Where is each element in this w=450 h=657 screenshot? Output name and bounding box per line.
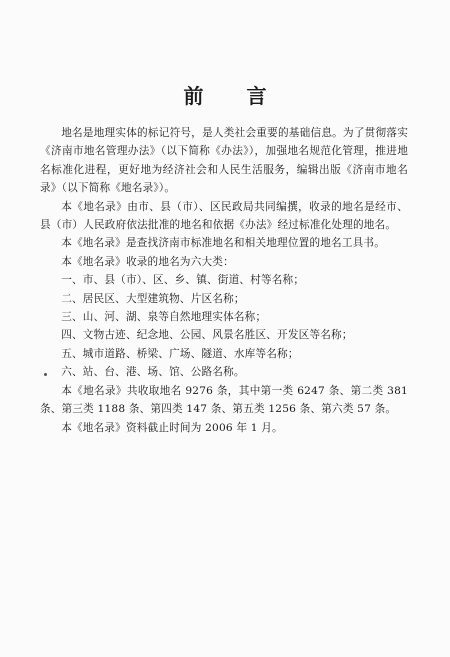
category-item: 三、山、河、湖、泉等自然地理实体名称； bbox=[61, 311, 267, 324]
count-paragraph: 本《地名录》共收取地名 9276 条，其中第一类 6247 条、第二类 381 条、第三类 1188 条、第四类 147 条、第五类 1256 条、第六类 57 条。 bbox=[40, 384, 408, 416]
category-item: 六、站、台、港、场、馆、公路名称。 bbox=[61, 366, 245, 379]
document-body bbox=[40, 124, 408, 437]
intro-paragraph: 地名是地理实体的标记符号，是人类社会重要的基础信息。为了贯彻落实《济南市地名管理办法》（以下简称《办法》），加强地名规范化管理，推进地名标准化进程，更好地为经济社会和人民生活服务，编辑出版《济南市地名录》（以下简称《地名录》）。 bbox=[40, 127, 408, 195]
category-item: 五、城市道路、桥梁、广场、隧道、水库等名称； bbox=[61, 347, 299, 360]
scan-speck bbox=[44, 373, 47, 376]
category-item: 一、市、县（市）、区、乡、镇、街道、村等名称； bbox=[61, 274, 305, 287]
category-item: 二、居民区、大型建筑物、片区名称； bbox=[61, 292, 245, 305]
compilation-paragraph: 本《地名录》由市、县（市）、区民政局共同编撰，收录的地名是经市、县（市）人民政府依法批准的地名和依据《办法》经过标准化处理的地名。 bbox=[40, 200, 408, 232]
cutoff-date-paragraph: 本《地名录》资料截止时间为 2006 年 1 月。 bbox=[61, 421, 283, 434]
categories-intro-paragraph: 本《地名录》收录的地名为六大类： bbox=[61, 255, 234, 268]
purpose-paragraph: 本《地名录》是查找济南市标准地名和相关地理位置的地名工具书。 bbox=[61, 237, 385, 250]
page-title: 前 言 bbox=[183, 84, 285, 108]
category-item: 四、文物古迹、纪念地、公园、风景名胜区、开发区等名称； bbox=[61, 329, 353, 342]
